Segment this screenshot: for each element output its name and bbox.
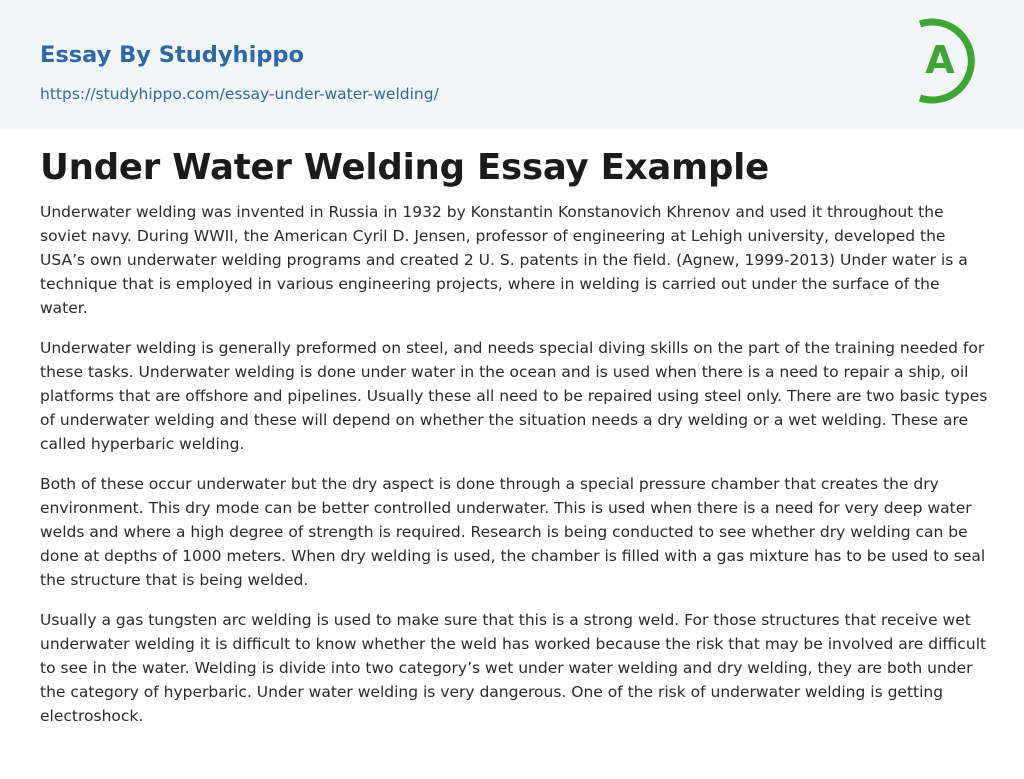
essay-paragraph: Usually a gas tungsten arc welding is used to make sure that this is a strong weld. For those structures that receive wet underwater welding it is difficult to know whether the weld has worked because the risk that may be involved are difficult to see in the water. Welding is divide into two category’s wet under water welding and dry welding, they are both under the category of hyperbaric. Under water welding is very dangerous. One of the risk of underwater welding is getting electroshock. bbox=[40, 611, 987, 725]
essay-paragraph: Underwater welding is generally preformed on steel, and needs special diving skills on the part of the training needed for these tasks. Underwater welding is done under water in the ocean and is used when there is a need to repair a ship, oil platforms that are offshore and pipelines. Usually these all need to be repaired using steel only. There are two basic types of underwater welding and these will depend on whether the situation needs a dry welding or a wet welding. These are called hyperbaric welding. bbox=[40, 339, 988, 453]
page-header bbox=[0, 0, 1024, 129]
brand-title: Essay By Studyhippo bbox=[40, 42, 304, 68]
essay-paragraph: Underwater welding was invented in Russia in 1932 by Konstantin Konstanovich Khrenov and used it throughout the soviet navy. During WWII, the American Cyril D. Jensen, professor of engineering at Lehigh university, developed the USA’s own underwater welding programs and created 2 U. S. patents in the field. (Agnew, 1999-2013) Under water is a technique that is employed in various engineering projects, where in welding is carried out under the surface of the water. bbox=[40, 203, 968, 317]
studyhippo-logo-icon[interactable] bbox=[912, 18, 988, 106]
essay-paragraph: Both of these occur underwater but the dry aspect is done through a special pressure chamber that creates the dry environment. This dry mode can be better controlled underwater. This is used when there is a need for very deep water welds and where a high degree of strength is required. Research is being conducted to see whether dry welding can be done at depths of 1000 meters. When dry welding is used, the chamber is filled with a gas mixture has to be used to seal the structure that is being welded. bbox=[40, 475, 986, 589]
source-url-link[interactable]: https://studyhippo.com/essay-under-water-welding/ bbox=[40, 85, 439, 103]
article-body bbox=[40, 140, 990, 728]
page-title: Under Water Welding Essay Example bbox=[40, 147, 770, 188]
logo-letter: A bbox=[925, 38, 955, 82]
